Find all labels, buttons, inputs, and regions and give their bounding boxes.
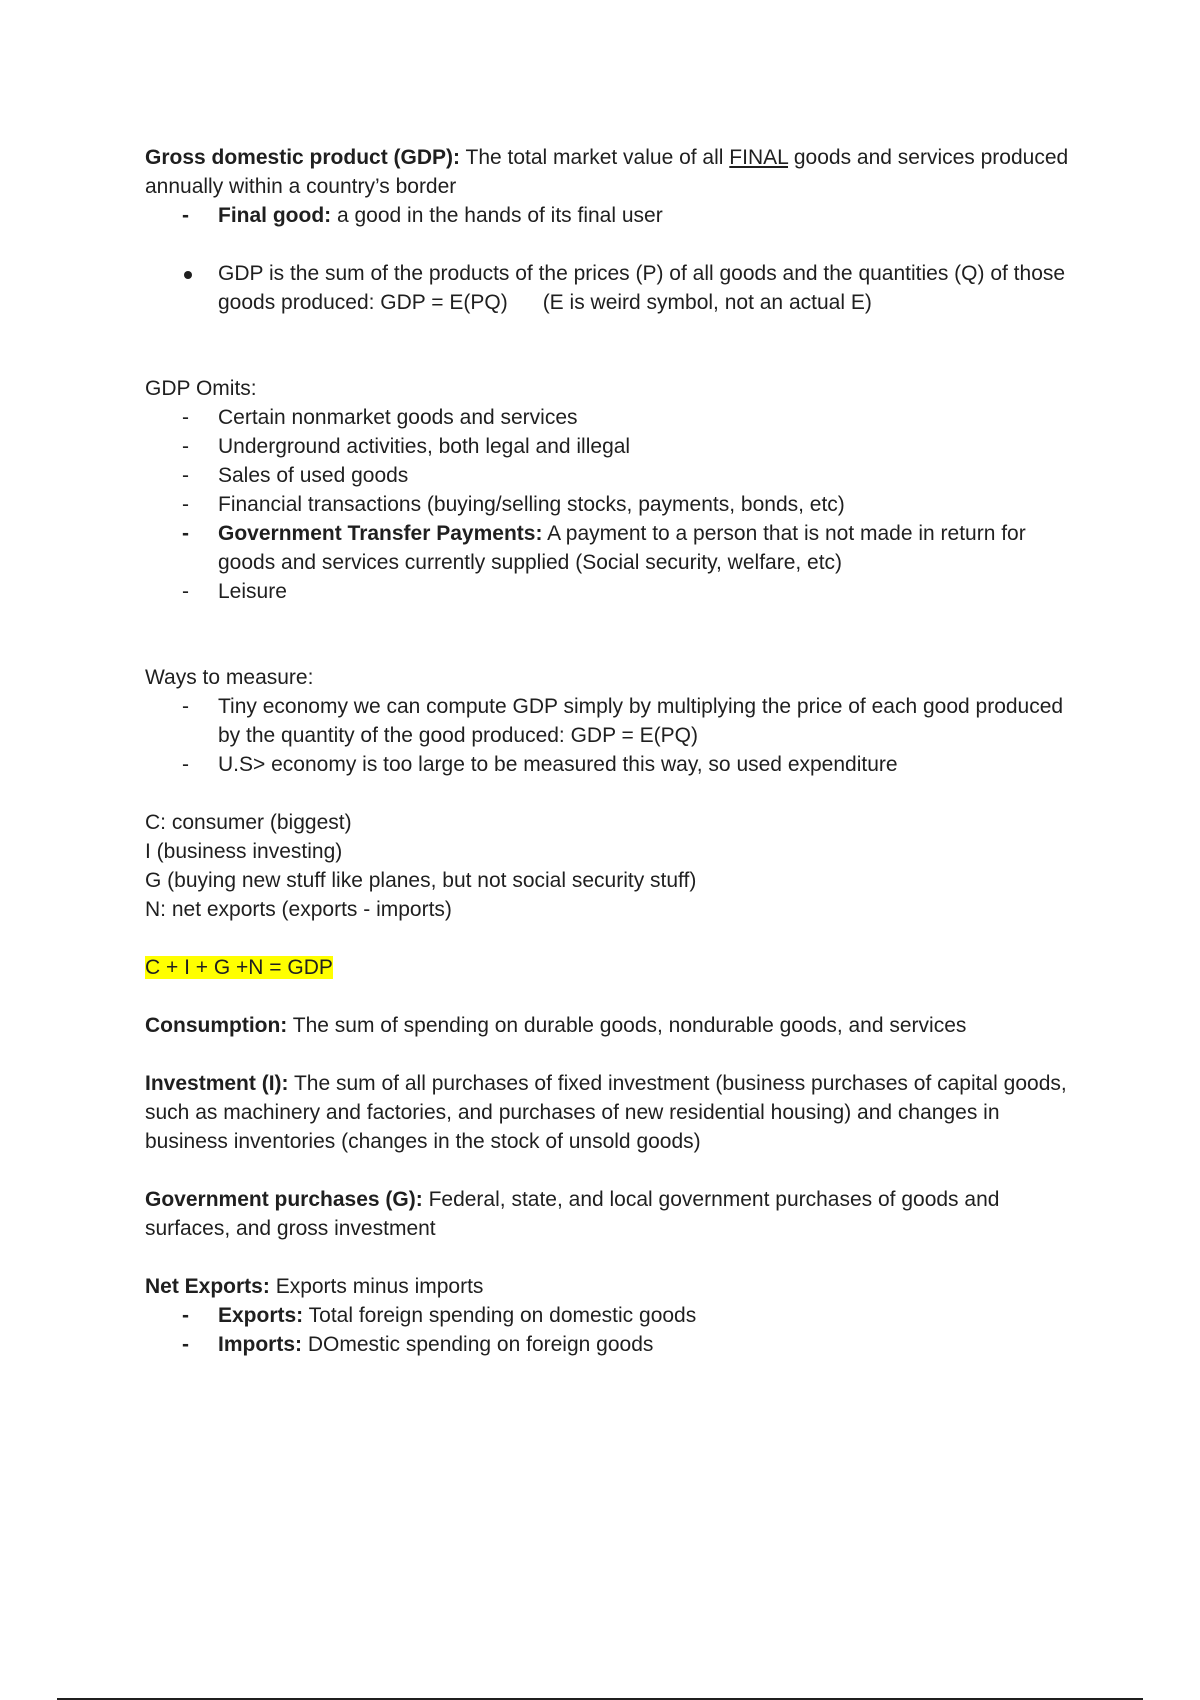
final-good-list [145, 201, 1085, 230]
gdp-definition: Gross domestic product (GDP): The total market value of all FINAL goods and services produced annually within a country’s border [145, 146, 1069, 198]
list-item: - Certain nonmarket goods and services [145, 403, 1085, 432]
measure-list [145, 692, 1085, 779]
net-exports-list [145, 1301, 1085, 1359]
list-item: - U.S> economy is too large to be measured this way, so used expenditure [145, 750, 1085, 779]
list-item: - Exports: Total foreign spending on domestic goods [145, 1301, 1085, 1330]
list-item: - Tiny economy we can compute GDP simply by multiplying the price of each good produced by the quantity of the good produced: GDP = E(PQ) [145, 692, 1085, 750]
component-c: C: consumer (biggest) [145, 811, 352, 834]
list-item: - Final good: a good in the hands of its final user [145, 201, 1085, 230]
measure-heading: Ways to measure: [145, 666, 314, 689]
consumption-definition: Consumption: The sum of spending on durable goods, nondurable goods, and services [145, 1014, 967, 1037]
list-item: GDP is the sum of the products of the prices (P) of all goods and the quantities (Q) of those goods produced: GDP = E(PQ) (E is weird symbol, not an actual E) [145, 259, 1085, 317]
component-n: N: net exports (exports - imports) [145, 898, 452, 921]
document-page [145, 143, 1085, 1359]
omits-list [145, 403, 1085, 606]
final-underlined: FINAL [729, 146, 789, 169]
government-definition: Government purchases (G): Federal, state, and local government purchases of goods and surfaces, and gross investment [145, 1188, 1000, 1240]
list-item: - Government Transfer Payments: A payment to a person that is not made in return for goods and services currently supplied (Social security, welfare, etc) [145, 519, 1085, 577]
net-exports-definition: Net Exports: Exports minus imports [145, 1275, 484, 1298]
list-item: - Imports: DOmestic spending on foreign goods [145, 1330, 1085, 1359]
gdp-formula: C + I + G +N = GDP [145, 956, 333, 979]
list-item: - Financial transactions (buying/selling stocks, payments, bonds, etc) [145, 490, 1085, 519]
component-i: I (business investing) [145, 840, 343, 863]
omits-heading: GDP Omits: [145, 377, 257, 400]
list-item: - Sales of used goods [145, 461, 1085, 490]
list-item: - Leisure [145, 577, 1085, 606]
component-g: G (buying new stuff like planes, but not social security stuff) [145, 869, 697, 892]
investment-definition: Investment (I): The sum of all purchases of fixed investment (business purchases of capital goods, such as machinery and factories, and purchases of new residential housing) and changes in business inventories (changes in the stock of unsold goods) [145, 1072, 1067, 1153]
gdp-sum-list [145, 259, 1085, 317]
list-item: - Underground activities, both legal and illegal [145, 432, 1085, 461]
gdp-term: Gross domestic product (GDP): [145, 146, 461, 169]
